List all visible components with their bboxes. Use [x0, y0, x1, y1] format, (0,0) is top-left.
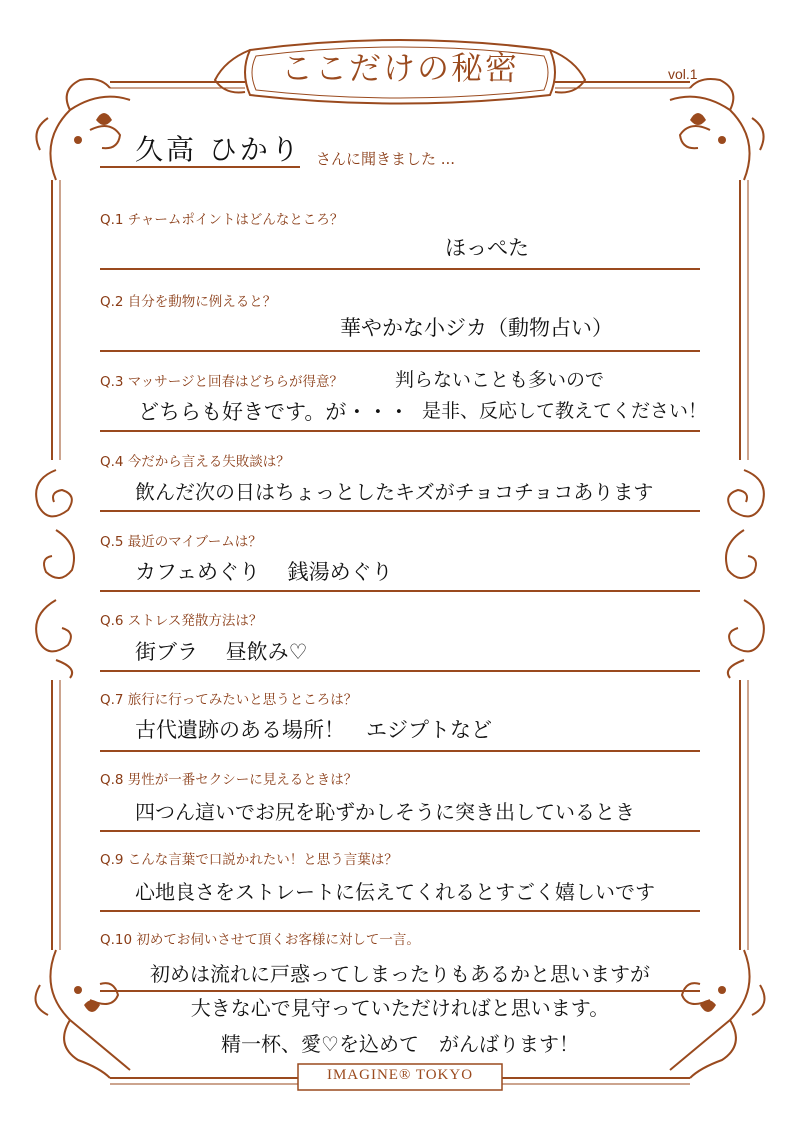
answer-line [100, 750, 700, 752]
question-3: Q.3 マッサージと回春はどちらが得意？ [100, 374, 343, 390]
answer-line [100, 430, 700, 432]
answer-line [100, 350, 700, 352]
profile-suffix: さんに聞きました ... [316, 150, 456, 168]
answer-line [100, 670, 700, 672]
question-6: Q.6 ストレス発散方法は？ [100, 613, 263, 629]
answer-line [100, 830, 700, 832]
question-5: Q.5 最近のマイブームは？ [100, 534, 262, 550]
answer-line [100, 268, 700, 270]
profile-name: 久高 ひかり [135, 133, 302, 166]
question-2: Q.2 自分を動物に例えると？ [100, 294, 277, 310]
question-7: Q.7 旅行に行ってみたいと思うところは？ [100, 692, 358, 708]
closing-line-1: 初めは流れに戸惑ってしまったりもあるかと思いますが [150, 962, 650, 986]
name-underline [100, 166, 300, 168]
question-9: Q.9 こんな言葉で口説かれたい！と思う言葉は？ [100, 852, 398, 868]
answer-3: どちらも好きです。が・・・ [138, 400, 410, 424]
answer-2: 華やかな小ジカ（動物占い） [340, 316, 613, 340]
answer-4: 飲んだ次の日はちょっとしたキズがチョコチョコあります [135, 480, 654, 504]
answer-9: 心地良さをストレートに伝えてくれるとすごく嬉しいです [135, 880, 655, 904]
answer-line [100, 590, 700, 592]
closing-line-3: 精一杯、愛♡を込めて がんばります！ [221, 1032, 579, 1056]
answer-line [100, 910, 700, 912]
answer-3-note-2: 是非、反応して教えてください！ [422, 400, 708, 422]
answer-3-note-1: 判らないことも多いので [395, 369, 605, 391]
question-8: Q.8 男性が一番セクシーに見えるときは？ [100, 772, 358, 788]
answer-5: カフェめぐり 銭湯めぐり [135, 560, 393, 584]
question-1: Q.1 チャームポイントはどんなところ？ [100, 212, 344, 228]
question-4: Q.4 今だから言える失敗談は？ [100, 454, 290, 470]
answer-1: ほっぺた [445, 236, 529, 260]
closing-line-2: 大きな心で見守っていただければと思います。 [190, 996, 610, 1020]
answer-line [100, 510, 700, 512]
brand-logo: IMAGINE® TOKYO [326, 1067, 474, 1083]
question-10: Q.10 初めてお伺いさせて頂くお客様に対して一言。 [100, 932, 420, 948]
answer-6: 街ブラ 昼飲み♡ [135, 640, 308, 664]
volume-label: vol.1 [668, 66, 698, 82]
page-title: ここだけの秘密 [280, 49, 519, 87]
answer-7: 古代遺跡のある場所！ エジプトなど [135, 718, 492, 742]
answer-8: 四つん這いでお尻を恥ずかしそうに突き出しているとき [135, 800, 635, 824]
